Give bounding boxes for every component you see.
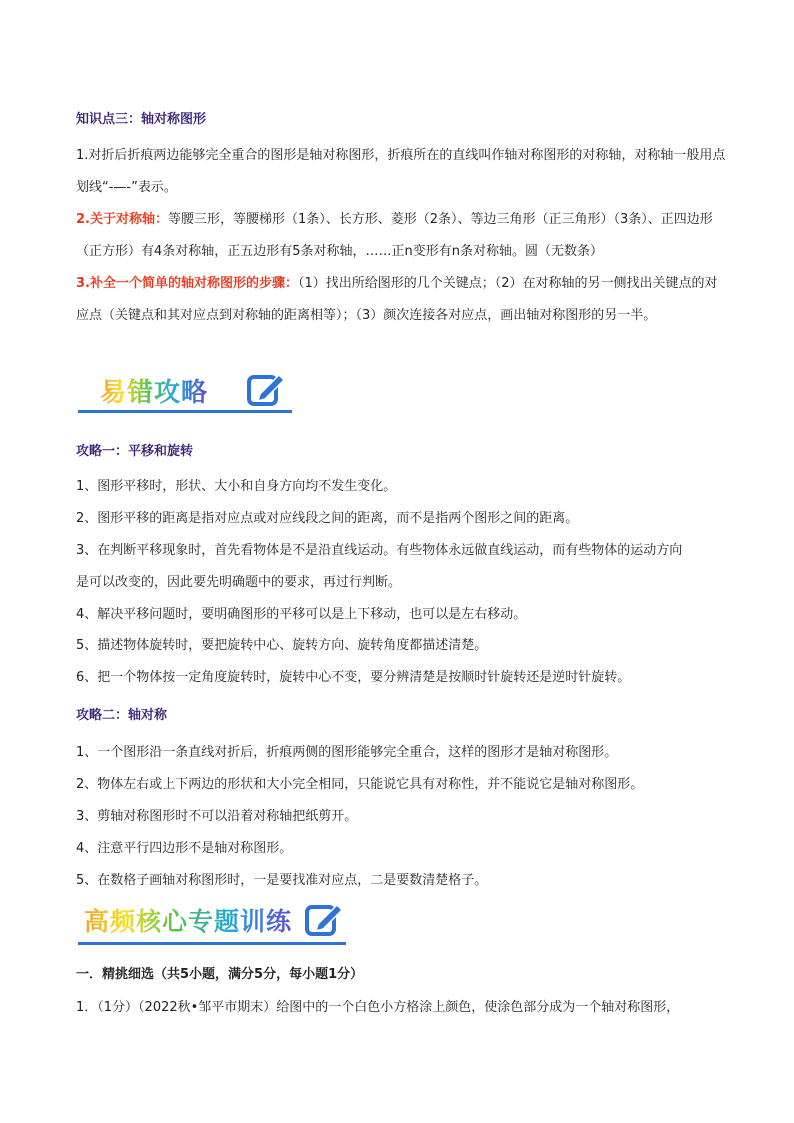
section-heading-axis-symmetry: 知识点三：轴对称图形 xyxy=(76,112,207,127)
list-item: 3、剪轴对称图形时不可以沿着对称轴把纸剪开。 xyxy=(76,809,358,824)
banner-underline xyxy=(78,942,346,945)
strategy-heading-translation-rotation: 攻略一：平移和旋转 xyxy=(76,444,194,459)
paragraph-symmetry-axes xyxy=(76,204,726,268)
list-item: 4、注意平行四边形不是轴对称图形。 xyxy=(76,841,293,856)
list-item: 5、在数格子画轴对称图形时，一是要找准对应点，二是要数清楚格子。 xyxy=(76,873,488,888)
list-item: 1、一个图形沿一条直线对折后，折痕两侧的图形能够完全重合，这样的图形才是轴对称图形。 xyxy=(76,745,618,760)
question-1-text: 1．（1分）（2022秋•邹平市期末）给图中的一个白色小方格涂上颜色，使涂色部分成为一个轴对称图形， xyxy=(76,1000,680,1015)
list-item: 2、图形平移的距离是指对应点或对应线段之间的距离，而不是指两个图形之间的距离。 xyxy=(76,511,579,526)
banner-title: 易错攻略 xyxy=(100,372,208,409)
exercise-heading: 一．精挑细选（共5小题，满分5分，每小题1分） xyxy=(76,967,364,982)
list-item: 3、在判断平移现象时，首先看物体是不是沿直线运动。有些物体永远做直线运动，而有些物体的运动方向 xyxy=(76,543,683,558)
edit-icon xyxy=(304,902,344,942)
list-item: 是可以改变的，因此要先明确题中的要求，再过行判断。 xyxy=(76,575,402,590)
list-item: 4、解决平移问题时，要明确图形的平移可以是上下移动，也可以是左右移动。 xyxy=(76,607,527,622)
banner-core-topic-training xyxy=(78,898,346,948)
banner-underline xyxy=(78,410,292,413)
paragraph-steps xyxy=(76,268,726,332)
list-item: 2、物体左右或上下两边的形状和大小完全相同，只能说它具有对称性，并不能说它是轴对称图形。 xyxy=(76,777,644,792)
paragraph-lead: 2.关于对称轴： xyxy=(76,212,168,227)
banner-error-prone-strategies xyxy=(78,368,292,416)
list-item: 1、图形平移时，形状、大小和自身方向均不发生变化。 xyxy=(76,479,397,494)
list-item: 6、把一个物体按一定角度旋转时，旋转中心不变，要分辨清楚是按顺时针旋转还是逆时针旋转。 xyxy=(76,670,631,685)
paragraph-text: （1）找出所给图形的几个关键点；（2）在对称轴的另一侧找出关键点的对应点（关键点和其对应点到对称轴的距离相等）；（3）颜次连接各对应点，画出轴对称图形的另一半。 xyxy=(76,276,718,323)
strategy-heading-axis-symmetry: 攻略二：轴对称 xyxy=(76,708,168,723)
list-item: 5、描述物体旋转时，要把旋转中心、旋转方向、旋转角度都描述清楚。 xyxy=(76,638,488,653)
paragraph-text: 等腰三形，等腰梯形（1条）、长方形、菱形（2条）、等边三角形（正三角形）（3条）、正四边形（正方形）有4条对称轴，正五边形有5条对称轴，……正n变形有n条对称轴。圆（无数条） xyxy=(76,212,713,259)
banner-title: 高频核心专题训练 xyxy=(84,902,292,938)
paragraph-definition: 1.对折后折痕两边能够完全重合的图形是轴对称图形，折痕所在的直线叫作轴对称图形的对称轴，对称轴一般用点划线“-—-”表示。 xyxy=(76,148,726,195)
edit-icon xyxy=(246,372,286,412)
paragraph-lead: 3.补全一个简单的轴对称图形的步骤： xyxy=(76,276,298,291)
